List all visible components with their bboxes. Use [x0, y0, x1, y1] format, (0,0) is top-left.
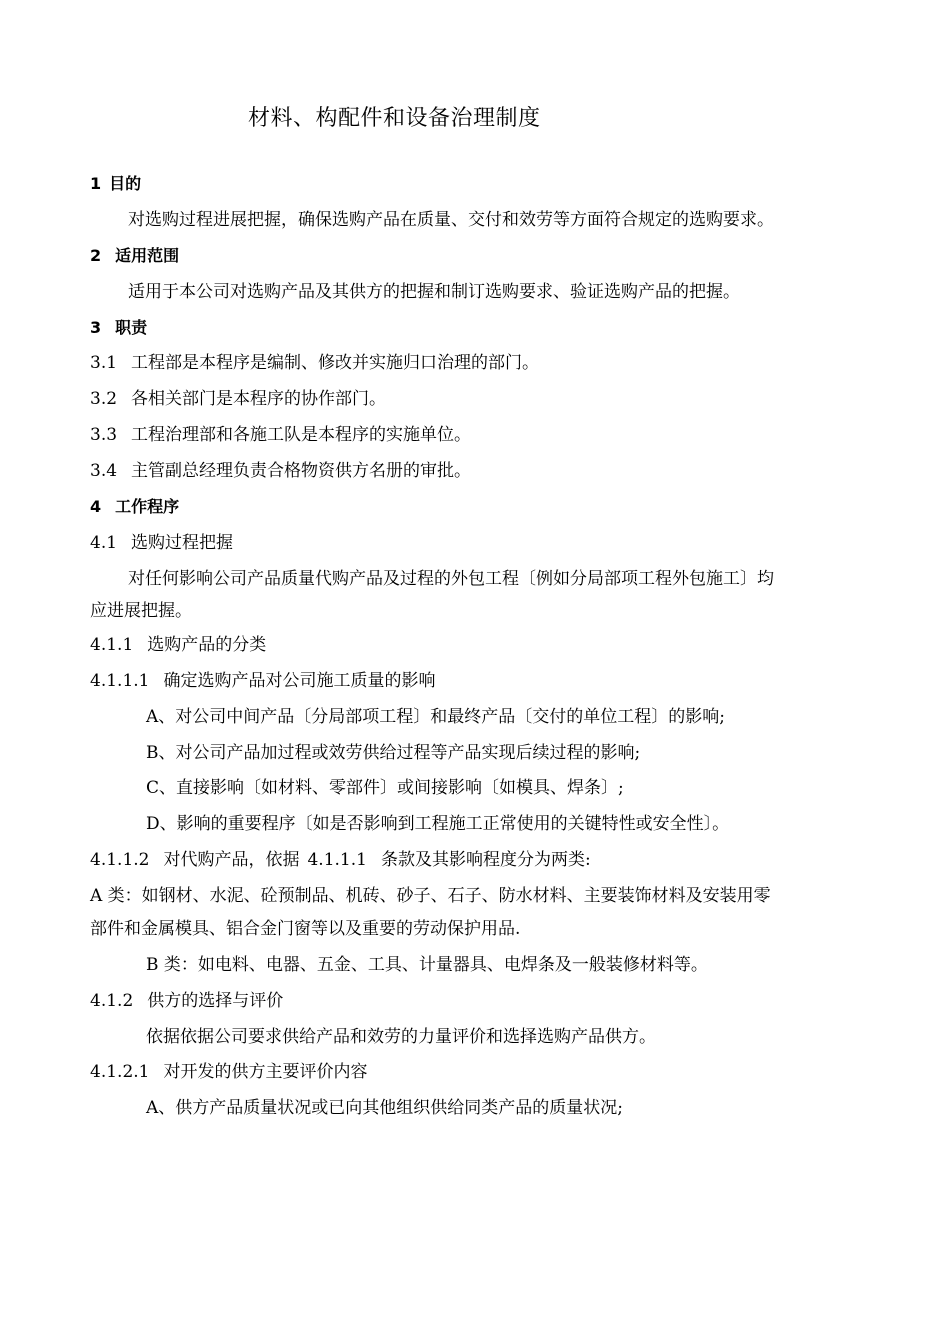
section-title: 目的	[109, 174, 142, 193]
subsection-4-1-1-heading	[90, 633, 266, 657]
list-item: B、对公司产品加过程或效劳供给过程等产品实现后续过程的影响;	[146, 743, 641, 763]
paragraph-line: 部件和金属模具、铝合金门窗等以及重要的劳动保护用品.	[90, 919, 521, 939]
section-number: 2	[90, 246, 102, 265]
section-4-heading	[90, 495, 179, 519]
item-text: 各相关部门是本程序的协作部门。	[131, 389, 387, 409]
list-item: D、影响的重要程序〔如是否影响到工程施工正常使用的关键特性或安全性〕。	[146, 814, 730, 834]
section-number: 4	[90, 497, 102, 516]
section-number: 1	[90, 174, 102, 193]
section-1-heading	[90, 172, 141, 196]
item-text: 条款及其影响程度分为两类:	[380, 850, 591, 870]
item-text: 选购过程把握	[131, 533, 234, 553]
subsection-4-1-2-heading	[90, 989, 283, 1013]
item-number: 3.1	[90, 353, 118, 373]
subsection-4-1-heading	[90, 531, 233, 555]
item-text: 选购产品的分类	[147, 635, 267, 655]
item-text: 工程治理部和各施工队是本程序的实施单位。	[131, 425, 472, 445]
item-number: 4.1	[90, 533, 118, 553]
item-number: 4.1.2	[90, 991, 134, 1011]
item-number: 4.1.1.2	[90, 850, 150, 870]
item-number: 4.1.1.1	[90, 671, 150, 691]
item-number: 3.3	[90, 425, 118, 445]
subsection-4-1-1-1-heading	[90, 669, 435, 693]
section-number: 3	[90, 318, 102, 337]
item-text: 工程部是本程序是编制、修改并实施归口治理的部门。	[131, 353, 540, 373]
list-item	[90, 351, 539, 375]
paragraph-line: A 类：如钢材、水泥、砼预制品、机砖、砂子、石子、防水材料、主要装饰材料及安装用零	[90, 886, 771, 906]
section-title: 适用范围	[115, 246, 180, 265]
paragraph-line: 依据依据公司要求供给产品和效劳的力量评价和选择选购产品供方。	[146, 1027, 656, 1047]
clause-reference: 4.1.1.1	[307, 850, 367, 870]
list-item: A、供方产品质量状况或已向其他组织供给同类产品的质量状况;	[146, 1098, 624, 1118]
list-item	[90, 423, 471, 447]
item-text: 对开发的供方主要评价内容	[163, 1062, 368, 1082]
paragraph-line: 应进展把握。	[90, 601, 192, 621]
subsection-4-1-1-2	[90, 848, 591, 872]
subsection-4-1-2-1-heading	[90, 1060, 367, 1084]
section-title: 工作程序	[115, 497, 180, 516]
item-number: 4.1.1	[90, 635, 134, 655]
item-number: 3.2	[90, 389, 118, 409]
section-3-heading	[90, 316, 147, 340]
item-number: 3.4	[90, 461, 118, 481]
section-2-heading	[90, 244, 179, 268]
list-item	[90, 387, 386, 411]
item-text: 主管副总经理负责合格物资供方名册的审批。	[131, 461, 472, 481]
section-2-text: 适用于本公司对选购产品及其供方的把握和制订选购要求、验证选购产品的把握。	[128, 282, 740, 302]
item-text: 对代购产品，依据	[163, 850, 300, 870]
section-1-text: 对选购过程进展把握，确保选购产品在质量、交付和效劳等方面符合规定的选购要求。	[128, 210, 774, 230]
document-title: 材料、构配件和设备治理制度	[248, 106, 541, 131]
item-number: 4.1.2.1	[90, 1062, 150, 1082]
paragraph-line: 对任何影响公司产品质量代购产品及过程的外包工程〔例如分局部项工程外包施工〕均	[128, 569, 774, 589]
list-item: A、对公司中间产品〔分局部项工程〕和最终产品〔交付的单位工程〕的影响;	[146, 707, 726, 727]
section-title: 职责	[115, 318, 148, 337]
item-text: 确定选购产品对公司施工质量的影响	[163, 671, 436, 691]
list-item: C、直接影响〔如材料、零部件〕或间接影响〔如模具、焊条〕;	[146, 778, 624, 798]
item-text: 供方的选择与评价	[147, 991, 284, 1011]
list-item	[90, 459, 471, 483]
paragraph-line: B 类：如电料、电器、五金、工具、计量器具、电焊条及一般装修材料等。	[146, 955, 708, 975]
